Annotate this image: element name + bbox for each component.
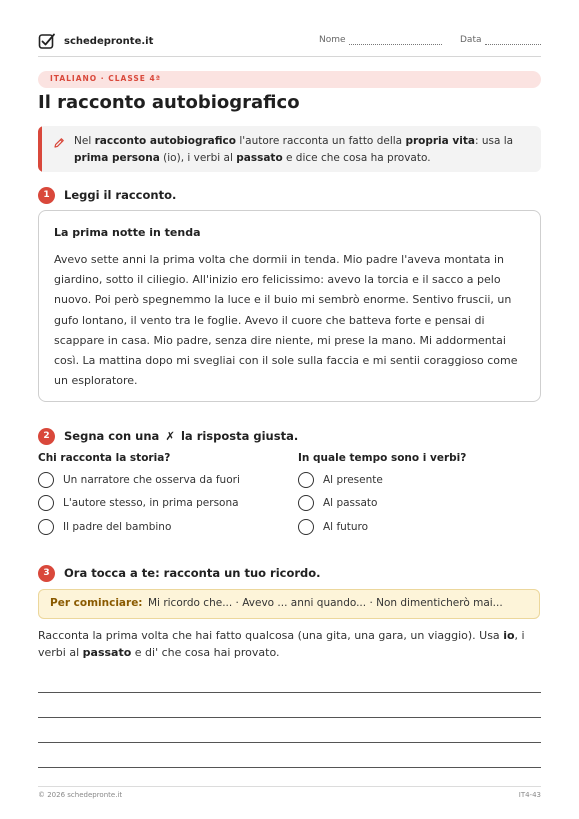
section-number-badge: 2 bbox=[38, 428, 55, 445]
subject-label: ITALIANO · CLASSE 4ª bbox=[50, 74, 161, 83]
option-label: Al passato bbox=[323, 497, 378, 510]
question-2 bbox=[298, 452, 548, 539]
radio-circle[interactable] bbox=[38, 495, 54, 511]
rule-keyword: prima persona bbox=[74, 151, 160, 164]
option-label: Al futuro bbox=[323, 520, 369, 533]
writing-line[interactable] bbox=[38, 742, 541, 743]
answer-option[interactable] bbox=[38, 515, 288, 539]
date-blank[interactable] bbox=[485, 35, 541, 45]
option-label: L'autore stesso, in prima persona bbox=[63, 497, 239, 510]
rule-text-part: l'autore racconta un fatto della bbox=[236, 135, 406, 147]
answer-option[interactable] bbox=[298, 492, 548, 516]
option-label: Il padre del bambino bbox=[63, 520, 172, 533]
radio-circle[interactable] bbox=[298, 519, 314, 535]
page-header bbox=[38, 30, 541, 52]
option-label: Un narratore che osserva da fuori bbox=[63, 473, 240, 486]
section-number-badge: 3 bbox=[38, 565, 55, 582]
writing-line[interactable] bbox=[38, 717, 541, 718]
answer-option[interactable] bbox=[38, 492, 288, 516]
rule-text-part: : usa la bbox=[474, 135, 514, 147]
rule-text-part: e dice che cosa ha provato. bbox=[282, 151, 431, 164]
name-field[interactable] bbox=[319, 35, 442, 45]
rule-accent-bar bbox=[38, 126, 42, 172]
name-blank[interactable] bbox=[349, 35, 442, 45]
rule-keyword: propria vita bbox=[405, 135, 475, 147]
footer-code: IT4-43 bbox=[518, 791, 541, 799]
section-title bbox=[64, 429, 298, 443]
section-number-badge: 1 bbox=[38, 187, 55, 204]
rule-box bbox=[38, 126, 541, 172]
header-divider bbox=[38, 56, 541, 57]
writing-instruction bbox=[38, 627, 538, 661]
rule-keyword: racconto autobiografico bbox=[94, 135, 236, 147]
pencil-icon bbox=[53, 137, 65, 149]
section-title: Leggi il racconto. bbox=[64, 188, 177, 202]
footer-divider bbox=[38, 786, 541, 787]
section-title: Ora tocca a te: racconta un tuo ricordo. bbox=[64, 566, 321, 580]
instruction-text-part: , i verbi al bbox=[38, 629, 525, 659]
radio-circle[interactable] bbox=[298, 472, 314, 488]
section-title-text: Segna con una bbox=[64, 429, 160, 443]
radio-circle[interactable] bbox=[38, 519, 54, 535]
story-box bbox=[38, 210, 541, 402]
section-title-text: la risposta giusta. bbox=[180, 429, 299, 443]
sentence-starters-box bbox=[38, 589, 540, 619]
name-label: Nome bbox=[319, 35, 346, 45]
rule-text bbox=[74, 133, 534, 166]
instruction-keyword: passato bbox=[82, 646, 132, 659]
date-label: Data bbox=[460, 35, 482, 45]
question-text: Chi racconta la storia? bbox=[38, 452, 171, 464]
answer-option[interactable] bbox=[298, 468, 548, 492]
answer-option[interactable] bbox=[298, 515, 548, 539]
section-2-heading bbox=[38, 427, 298, 445]
instruction-keyword: io bbox=[503, 629, 515, 642]
radio-circle[interactable] bbox=[38, 472, 54, 488]
answer-option[interactable] bbox=[38, 468, 288, 492]
rule-keyword: passato bbox=[236, 151, 283, 164]
subject-band bbox=[38, 71, 541, 88]
footer-copyright: © 2026 schedepronte.it bbox=[38, 791, 123, 799]
worksheet-page bbox=[38, 0, 541, 819]
instruction-text-part: e di' che cosa hai provato. bbox=[131, 646, 280, 659]
section-3-heading bbox=[38, 564, 321, 582]
instruction-text-part: Racconta la prima volta che hai fatto qualcosa (una gita, una gara, un viaggio). Usa bbox=[38, 629, 504, 642]
starters-label: Per cominciare: bbox=[50, 597, 143, 609]
section-1-heading bbox=[38, 186, 176, 204]
site-logo[interactable] bbox=[38, 30, 153, 52]
starters-text: Mi ricordo che... · Avevo ... anni quando... · Non dimenticherò mai... bbox=[148, 597, 503, 609]
question-1 bbox=[38, 452, 288, 539]
checkbox-pencil-icon bbox=[38, 32, 56, 50]
rule-text-part: (io), i verbi al bbox=[159, 151, 237, 164]
logo-text: schedepronte.it bbox=[64, 35, 154, 47]
story-title: La prima notte in tenda bbox=[54, 226, 201, 239]
story-text: Avevo sette anni la prima volta che dormii in tenda. Mio padre l'aveva montata in giardino, sotto il ciliegio. All'inizio ero felicissimo: avevo la torcia e il sacco a pelo nuovo. Poi però spegnemmo la luce e il buio mi sembrò enorme. Sentivo fruscii, un gufo lontano, il vento tra le foglie. Avevo il cuore che batteva forte e pensai di scappare in casa. Mio padre, senza dire niente, mi prese la mano. Mi addormentai così. La mattina dopo mi svegliai con il sole sulla faccia e mi sentii coraggioso come un esploratore. bbox=[54, 253, 518, 388]
question-text: In quale tempo sono i verbi? bbox=[298, 452, 467, 464]
page-title: Il racconto autobiografico bbox=[38, 92, 300, 113]
rule-text-part: Nel bbox=[74, 135, 95, 147]
writing-line[interactable] bbox=[38, 692, 541, 693]
cross-mark-icon: ✗ bbox=[165, 429, 175, 443]
option-label: Al presente bbox=[323, 473, 383, 486]
date-field[interactable] bbox=[460, 35, 541, 45]
radio-circle[interactable] bbox=[298, 495, 314, 511]
writing-line[interactable] bbox=[38, 767, 541, 768]
